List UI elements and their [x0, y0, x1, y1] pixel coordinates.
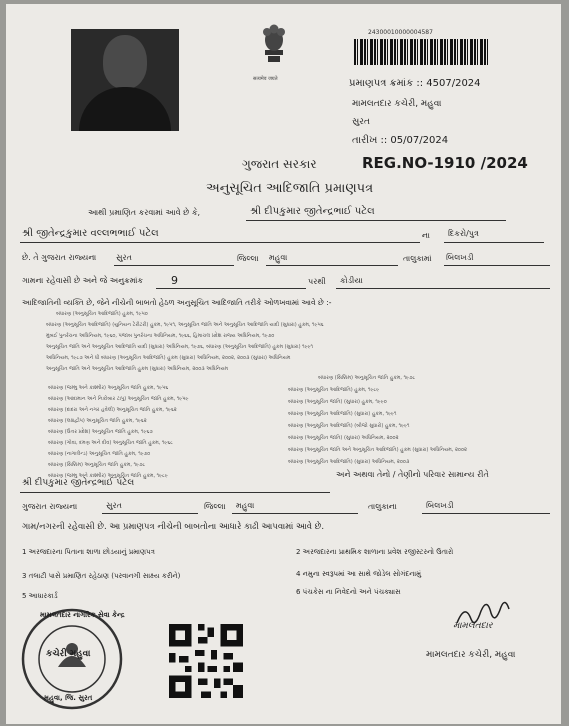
issue-date: તારીખ :: 05/07/2024 — [352, 135, 449, 146]
document-item: 4 નમુના સ્વરૂપમાં આ સાથે જોડેલ સોગંદનામું — [296, 570, 422, 578]
serial-label: ગામના રહેવાસી છે અને જે અનુક્રમાંક — [22, 276, 144, 285]
taluka-name-2: મહુવા — [236, 501, 255, 510]
taluka-label-2: તાલુકાના — [368, 502, 397, 511]
relation-label: ના — [422, 231, 430, 240]
order-right: બંધારણ (અનુસૂચિત જાતિ અને અનુસૂચિત આદિજાતિ) હુકમ (સુધારા) અધિનિયમ, ૨૦૦૨ — [288, 447, 467, 453]
underline — [336, 288, 550, 289]
order-left: બંધારણ (નાગાલેન્ડ) અનુસૂચિત જાતિ હુકમ, ૧૯૭૦ — [48, 451, 151, 457]
state-district: સુરત — [116, 253, 132, 262]
order-left: બંધારણ (ઉત્તર પ્રદેશ) અનુસૂચિત જાતિ હુકમ, ૧૯૬૭ — [48, 429, 153, 435]
applicant-name: શ્રી દીપકુમાર જીતેન્દ્રભાઈ પટેલ — [250, 206, 375, 217]
family-label: અને અથવા તેનો / તેણીનો પરિવાર સામાન્ય રીતે — [336, 470, 489, 479]
legal-line: અધિનિયમ, ૧૯૮૭ અને ધી બંધારણ (અનુસૂચિત આદિજાતિ) હુકમ (સુધારા) અધિનિયમ, ૨૦૦૨, ૨૦૦૩ (સુધારા) અધિનિયમ — [46, 355, 291, 361]
order-left: બંધારણ (આંદામાન અને નિકોબાર ટાપુ) અનુસૂચિત જાતિ હુકમ, ૧૯૫૯ — [48, 396, 189, 402]
order-left: બંધારણ (જમ્મુ અને કાશ્મીર) અનુસૂચિત જાતિ હુકમ, ૧૯૫૬ — [48, 385, 169, 391]
signature-icon — [453, 599, 513, 639]
underline — [444, 265, 550, 266]
legal-line: અનુસૂચિત જાતિ અને અનુસૂચિત આદિજાતિ હુકમ (સુધારા) અધિનિયમ, ૨૦૦૩ અધિનિયમ — [46, 366, 229, 372]
legal-line: અનુસૂચિત જાતિ અને અનુસૂચિત આદિજાતિ યાદી (સુધારા) અધિનિયમ, ૧૯૭૬, બંધારણ (અનુસૂચિત આદિજાતિ) હુકમ (સુધારા) ૧૯૯૧ — [46, 344, 313, 350]
underline — [422, 513, 550, 514]
taluka-label: તાલુકામાં — [403, 254, 432, 263]
order-left: બંધારણ (દાદરા અને નગર હવેલી) અનુસૂચિત જાતિ હુકમ, ૧૯૬૨ — [48, 407, 177, 413]
relation-value: દિકરો/પુત્ર — [448, 229, 479, 238]
basis-text: ગામ/નગરની રહેવાસી છે. આ પ્રમાણપત્ર નીચેની બાબતોના આધારે કાઢી આપવામાં આવે છે. — [22, 522, 325, 532]
underline — [20, 492, 330, 493]
document-item: 6 પંચકેસ ના નિવેદનો અને પંચક્યાસ — [296, 588, 401, 596]
order-right: બંધારણ (અનુસૂચિત જાતિ) (સુધારા) હુકમ, ૧૯૯૦ — [288, 399, 387, 405]
state-label-2: ગુજરાત રાજ્યના — [22, 502, 78, 511]
order-left: બંધારણ (ગોવા, દમણ અને દીવ) અનુસૂચિત જાતિ હુકમ, ૧૯૬૮ — [48, 440, 173, 446]
order-right: બંધારણ (અનુસૂચિત આદિજાતિ) હુકમ, ૧૯૮૯ — [288, 387, 380, 393]
document-item: 2 અરજદારના પ્રાથમિક શાળાના પ્રવેશ રજીસ્ટરનો ઉતારો — [296, 548, 454, 556]
underline — [20, 242, 420, 243]
signature-text: મામલતદાર — [453, 621, 493, 631]
underline — [102, 513, 198, 514]
order-right: બંધારણ (અનુસૂચિત આદિજાતિ) (સુધારા) અધિનિયમ, ૨૦૦૩ — [288, 459, 410, 465]
ashoka-emblem-icon — [256, 18, 292, 74]
underline — [246, 220, 506, 221]
underline — [114, 265, 234, 266]
underline — [156, 288, 306, 289]
document-item: 5 આધારકાર્ડ — [22, 592, 58, 600]
state-district-2: સુરત — [106, 501, 122, 510]
order-right: બંધારણ (સિક્કિમ) અનુસૂચિત જાતિ હુકમ, ૧૯૭૮ — [318, 375, 416, 381]
order-right: બંધારણ (અનુસૂચિત આદિજાતિ) (બીજો સુધારો) હુકમ, ૧૯૯૧ — [288, 423, 410, 429]
recognition-text: આદિજાતિની વ્યક્તિ છે, જેને નીચેની બાબતો હેઠળ અનુસૂચિત આદિજાતિ તરીકે ઓળખવામાં આવે છે :- — [22, 298, 332, 307]
emblem-caption: सत्यमेव जयते — [253, 76, 278, 82]
underline — [266, 265, 398, 266]
legal-line: મુંબઈ પુનર્રચના અધિનિયમ, ૧૯૬૦, પંજાબ પુનર્રચના અધિનિયમ, ૧૯૬૬, હિમાચલ પ્રદેશ રાજ્ય અધિનિયમ, ૧૯૭૦ — [46, 333, 275, 339]
legal-line: બંધારણ (અનુસૂચિત આદિજાતિ) હુકમ, ૧૯૫૦ — [56, 311, 148, 317]
order-left: બંધારણ (જમ્મુ અને કાશ્મીર) અનુસૂચિત જાતિ હુકમ, ૧૯૮૯ — [48, 473, 168, 479]
seal-center-text: કચેરી મહુવા — [46, 649, 91, 659]
order-right: બંધારણ (અનુસૂચિત આદિજાતિ) (સુધારા) હુકમ, ૧૯૯૧ — [288, 411, 397, 417]
seal-ring-text: મામલતદાર નાગરિક સેવા કેન્દ્ર — [40, 611, 125, 619]
village-name-2: બિલખડી — [426, 501, 454, 510]
document-item: 3 તલાટી પાસે પ્રમાણિત રહેઠાણ (પરવાનગી સાક્ષ્ય કરીને) — [22, 572, 181, 580]
qr-code — [166, 621, 246, 701]
applicant-photo — [71, 29, 179, 131]
district-label-2: જિલ્લા — [204, 502, 226, 511]
district-label: જિલ્લા — [237, 254, 259, 263]
taluka-name: મહુવા — [269, 253, 288, 262]
caste-label: પરથી — [308, 277, 326, 286]
certificate-number: પ્રમાણપત્ર ક્રમાંક :: 4507/2024 — [349, 78, 481, 89]
order-left: બંધારણ (લક્ષદ્વીપ) અનુસૂચિત જાતિ હુકમ, ૧૯૬૨ — [48, 418, 147, 424]
issuing-office: મામલતદાર કચેરી, મહુવા — [352, 99, 442, 109]
underline — [232, 513, 358, 514]
government-heading: ગુજરાત સરકાર — [242, 157, 317, 171]
signing-office: મામલતદાર કચેરી, મહુવા — [426, 650, 516, 660]
legal-line: બંધારણ (અનુસૂચિત આદિજાતિ) (યુનિયન ટેરીટરી) હુકમ, ૧૯૫૧, અનુસૂચિત જાતિ અને અનુસૂચિત આદિજાતિ યાદી (સુધારા) હુકમ, ૧૯૫૬ — [46, 322, 324, 328]
document-item: 1 અરજદારના પિતાના શાળા છોડયાનું પ્રમાણપત્ર — [22, 548, 155, 556]
order-left: બંધારણ (સિક્કિમ) અનુસૂચિત જાતિ હુકમ, ૧૯૭૮ — [48, 462, 146, 468]
parent-name: શ્રી જીતેન્દ્રકુમાર વલ્લભભાઈ પટેલ — [22, 228, 159, 239]
village-name: બિલખડી — [446, 253, 474, 262]
certificate-page — [6, 4, 561, 724]
barcode-number: 24300010000004587 — [368, 29, 433, 36]
state-label: છે. તે ગુજરાત રાજ્યના — [22, 253, 97, 262]
underline — [444, 242, 544, 243]
order-right: બંધારણ (અનુસૂચિત જાતિ) (સુધારા) અધિનિયમ, ૨૦૦૨ — [288, 435, 399, 441]
document-title: અનુસૂચિત આદિજાતિ પ્રમાણપત્ર — [206, 181, 374, 196]
registration-number: REG.NO-1910 /2024 — [362, 154, 528, 172]
issuing-district: સુરત — [352, 117, 370, 127]
family-name: શ્રી દીપકુમાર જીતેન્દ્રભાઈ પટેલ — [22, 478, 135, 488]
caste-name: કોડીયા — [340, 276, 363, 285]
certify-prefix: આથી પ્રમાણિત કરવામાં આવે છે કે, — [88, 208, 201, 217]
seal-bottom-text: મહુવા, જિ. સુરત — [44, 694, 93, 702]
serial-number: 9 — [171, 274, 178, 287]
barcode — [354, 39, 489, 65]
